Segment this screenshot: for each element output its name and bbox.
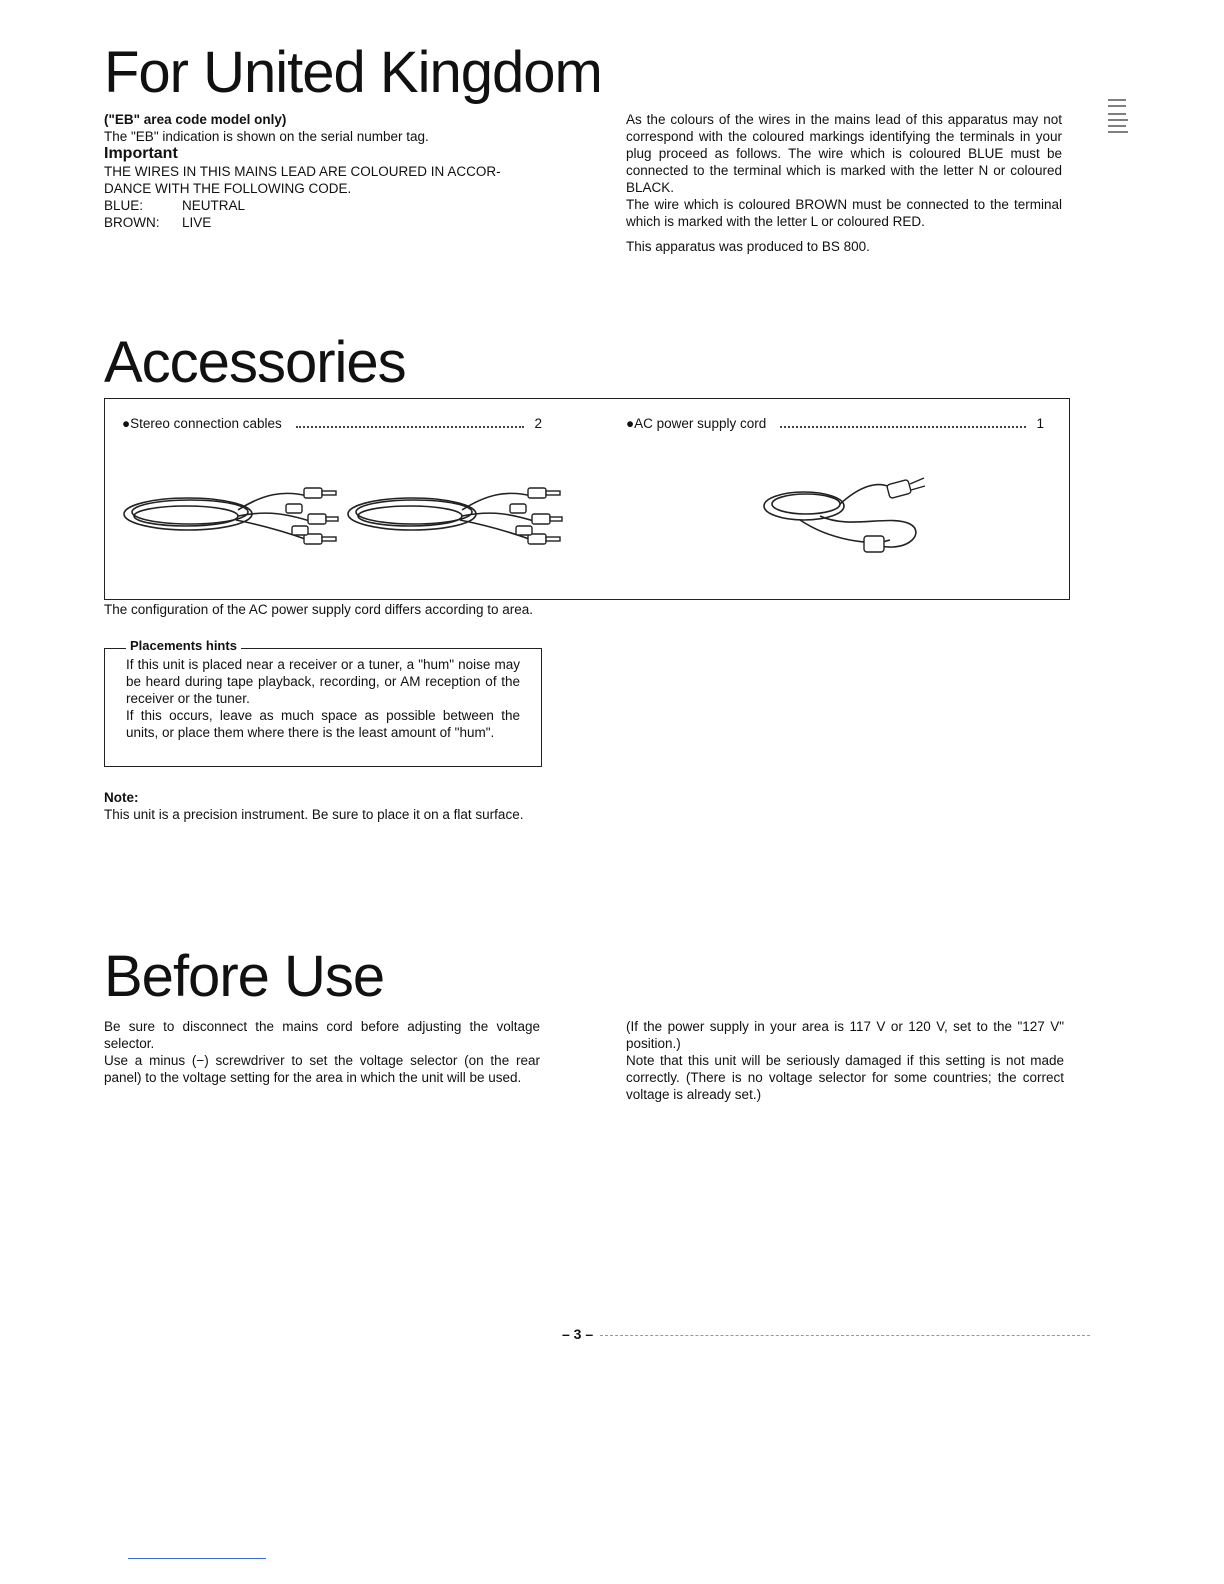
before-use-section-title: Before Use (104, 944, 385, 1009)
bullet-icon: ● (626, 416, 635, 431)
wire-code-blue (104, 197, 554, 214)
wire-code-meaning: LIVE (182, 215, 212, 230)
placement-hints-body (126, 656, 520, 741)
note-label: Note: (104, 790, 139, 805)
wire-code-color: BROWN: (104, 215, 160, 230)
wire-code-brown (104, 214, 554, 231)
scan-artifact-line (128, 1558, 266, 1559)
accessory-label: AC power supply cord (634, 416, 767, 431)
note-block (104, 789, 544, 823)
accessory-qty: 2 (534, 416, 542, 431)
bullet-icon: ● (122, 416, 131, 431)
uk-section-title: For United Kingdom (104, 40, 602, 105)
wire-instructions-brown: The wire which is coloured BROWN must be connected to the terminal which is marked with the letter L or coloured RED. (626, 197, 1062, 229)
before-use-paragraph: (If the power supply in your area is 117 V or 120 V, set to the "127 V" position.) (626, 1019, 1064, 1051)
accessory-label: Stereo connection cables (130, 416, 282, 431)
uk-right-column (626, 111, 1062, 255)
ac-power-cord-illustration (760, 466, 928, 566)
dot-leader (780, 425, 1026, 428)
note-text: This unit is a precision instrument. Be sure to place it on a flat surface. (104, 807, 524, 822)
dot-leader (296, 425, 525, 428)
wires-warning-line2: DANCE WITH THE FOLLOWING CODE. (104, 181, 352, 196)
hints-paragraph: If this occurs, leave as much space as possible between the units, or place them where there is the least amount of "hum". (126, 708, 520, 740)
before-use-right-column (626, 1018, 1064, 1103)
uk-left-column (104, 111, 554, 231)
before-use-paragraph: Note that this unit will be seriously damaged if this setting is not made correctly. (There is no voltage selector for some countries; the correct voltage is already set.) (626, 1053, 1064, 1102)
before-use-paragraph: Be sure to disconnect the mains cord before adjusting the voltage selector. (104, 1019, 540, 1051)
hints-paragraph: If this unit is placed near a receiver or a tuner, a "hum" noise may be heard during tape playback, recording, or AM reception of the receiver or the tuner. (126, 657, 520, 706)
eb-area-note: ("EB" area code model only) (104, 112, 287, 127)
accessory-item-cables (122, 416, 542, 431)
placement-hints-title: Placements hints (126, 638, 241, 653)
wire-instructions-blue: As the colours of the wires in the mains lead of this apparatus may not correspond with the coloured markings identifying the terminals in your plug proceed as follows. The wire which is coloured BLUE must be connected to the terminal which is marked with the letter N or coloured BLACK. (626, 112, 1062, 195)
wire-code-meaning: NEUTRAL (182, 198, 246, 213)
important-heading: Important (104, 145, 178, 162)
eb-indication-text: The "EB" indication is shown on the serial number tag. (104, 129, 429, 144)
stereo-cable-illustration (342, 470, 564, 556)
accessory-qty: 1 (1036, 416, 1044, 431)
wires-warning-line1: THE WIRES IN THIS MAINS LEAD ARE COLOURED IN ACCOR- (104, 164, 501, 179)
before-use-paragraph: Use a minus (−) screwdriver to set the voltage selector (on the rear panel) to the voltage setting for the area in which the unit will be used. (104, 1053, 540, 1085)
margin-marks-icon (1106, 96, 1130, 148)
page-number: – 3 – (562, 1326, 594, 1342)
wire-code-color: BLUE: (104, 198, 144, 213)
accessories-section-title: Accessories (104, 330, 406, 395)
stereo-cable-illustration (118, 470, 340, 556)
accessory-item-power-cord (626, 416, 1044, 431)
power-cord-config-note: The configuration of the AC power supply cord differs according to area. (104, 602, 533, 617)
bs-standard-line: This apparatus was produced to BS 800. (626, 239, 870, 254)
before-use-left-column (104, 1018, 540, 1086)
page-footer-rule (600, 1335, 1090, 1336)
